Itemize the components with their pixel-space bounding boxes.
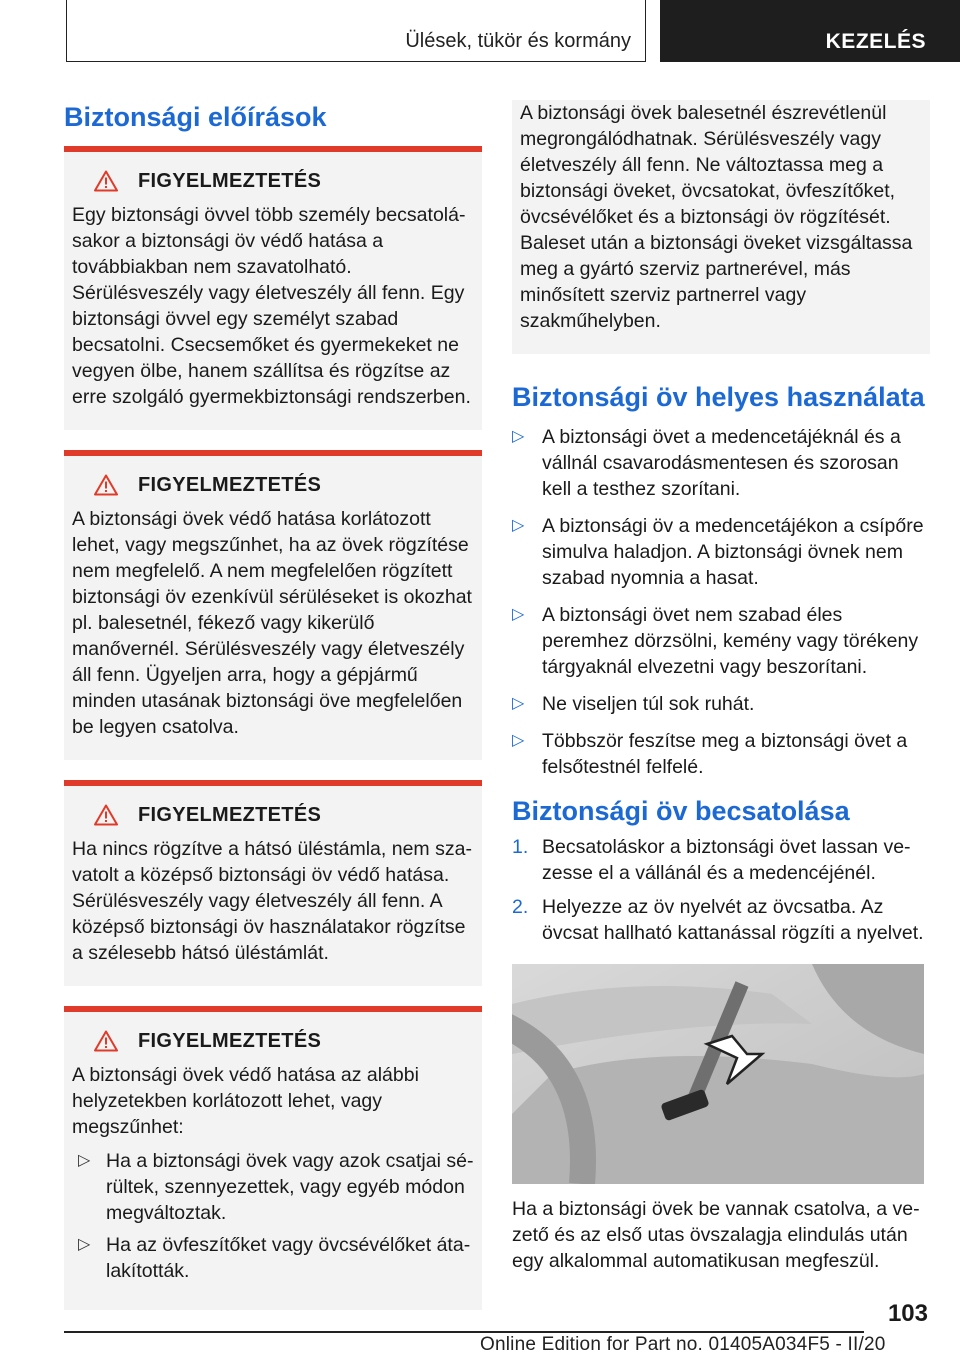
list-item: ▷ Többször feszítse meg a biztonsági övet a felsőtestnél felfelé.: [512, 730, 908, 778]
footer-divider: [64, 1331, 864, 1333]
page-number: 103: [887, 1300, 928, 1327]
warning-title: FIGYELMEZTETÉS: [138, 1029, 322, 1052]
warning-box: [64, 146, 482, 430]
warning-triangle-icon: [94, 474, 118, 496]
warning-text: Egy biztonsági övvel több személy becsatolásakor a biztonsági öv védő hatása a továbbiakban nem szavatolható. Sérülésveszély vagy életveszély áll fenn. Egy biztonsági övvel egy személyt szabad becsatolni. Csecsemőket és gyermekeket ne vegyen ölbe, hanem szállítsa és rögzítse az erre szolgáló gyermekbiztonsági rendszerben.: [72, 204, 471, 408]
right-column: [512, 100, 930, 1274]
figure-caption: Ha a biztonsági övek be vannak csatolva, a vezető és az első utas övszalagja elindulás után egy alkalommal automatikusan megfeszül.: [512, 1198, 920, 1272]
warning-box: [64, 1006, 482, 1310]
triangle-bullet-icon: ▷: [512, 695, 525, 712]
warning-text: A biztonsági övek védő hatása korlátozott lehet, vagy megszűnhet, ha az övek rögzítése nem megfelelő. A nem megfelelően rögzített biztonsági öv ezenkívül sérüléseket is okozhat pl. balesetnél, fékező vagy kikerülő manővernél. Sérülésveszély vagy életveszély áll fenn. Ügyeljen arra, hogy a gépjármű minden utasának biztonsági öve megfelelően be legyen csatolva.: [72, 508, 472, 738]
header-section-title: Ülések, tükör és kormány: [405, 30, 631, 52]
warning-title: FIGYELMEZTETÉS: [138, 803, 322, 826]
warning-box: [64, 780, 482, 986]
warning-list: [72, 1148, 474, 1284]
section-heading: Biztonsági öv becsatolása: [512, 796, 850, 826]
steps-list: [512, 834, 930, 946]
warning-continuation: A biztonsági övek balesetnél észrevétlenül megrongálódhatnak. Sérülésveszély vagy életveszély áll fenn. Ne változtassa meg a biztonsági öveket, övcsatokat, övfeszítőket, övcsévélőket és a biztonsági öv rögzítését. Baleset után a biztonsági öveket vizsgáltassa meg a gyártó szerviz partnerével, más minősített szerviz partnerrel vagy szakműhelyben.: [512, 100, 930, 354]
triangle-bullet-icon: ▷: [78, 1236, 91, 1253]
step-item: 1. Becsatoláskor a biztonsági övet lassan vezesse el a vállánál és a medencéjénél.: [512, 836, 911, 884]
triangle-bullet-icon: ▷: [512, 428, 525, 445]
warning-triangle-icon: [94, 1030, 118, 1052]
header-section-box: [66, 0, 646, 62]
header-chapter-title: KEZELÉS: [825, 30, 926, 53]
footer-edition: Online Edition for Part no. 01405A034F5 - II/20: [480, 1334, 886, 1355]
seatbelt-illustration: [512, 964, 924, 1184]
triangle-bullet-icon: ▷: [512, 732, 525, 749]
usage-list: [512, 424, 930, 780]
warning-title: FIGYELMEZTETÉS: [138, 169, 322, 192]
seatbelt-photo: [512, 964, 924, 1184]
warning-triangle-icon: [94, 170, 118, 192]
section-heading: Biztonsági előírások: [64, 102, 327, 132]
list-item: ▷ A biztonsági övet a medencetájéknál és a vállnál csavarodásmentesen és szorosan kell a testhez szorítani.: [512, 426, 901, 500]
list-item: ▷ Ha a biztonsági övek vagy azok csatjai sérültek, szennyezettek, vagy egyéb módon megváltoztak.: [78, 1150, 474, 1224]
warning-triangle-icon: [94, 804, 118, 826]
section-heading: Biztonsági öv helyes használata: [512, 382, 925, 412]
warning-text: A biztonsági övek védő hatása az alábbi helyzetekben korlátozott lehet, vagy megszűnhet:: [72, 1064, 419, 1138]
list-item: ▷ Ne viseljen túl sok ruhát.: [512, 693, 755, 715]
list-item: ▷ A biztonsági övet nem szabad éles peremhez dörzsölni, kemény vagy törékeny tárgyaknál elvezetni vagy beszorítani.: [512, 604, 919, 678]
warning-box: [64, 450, 482, 760]
step-item: 2. Helyezze az öv nyelvét az övcsatba. Az övcsat hallható kattanással rögzíti a nyelvet.: [512, 896, 924, 944]
list-item: ▷ A biztonsági öv a medencetájékon a csípőre simulva haladjon. A biztonsági övnek nem szabad nyomnia a hasat.: [512, 515, 924, 589]
warning-text: Ha nincs rögzítve a hátsó üléstámla, nem szavatolt a középső biztonsági öv védő hatása. Sérülésveszély vagy életveszély áll fenn. A középső biztonsági öv használatakor rögzítse a szélesebb hátsó üléstámlát.: [72, 838, 472, 964]
step-number: 2.: [512, 896, 529, 918]
header-chapter-box: [660, 0, 960, 62]
triangle-bullet-icon: ▷: [78, 1152, 91, 1169]
list-item: ▷ Ha az övfeszítőket vagy övcsévélőket átalakították.: [78, 1234, 471, 1282]
triangle-bullet-icon: ▷: [512, 517, 525, 534]
triangle-bullet-icon: ▷: [512, 606, 525, 623]
step-number: 1.: [512, 836, 529, 858]
warning-title: FIGYELMEZTETÉS: [138, 473, 322, 496]
left-column: [64, 100, 482, 1330]
